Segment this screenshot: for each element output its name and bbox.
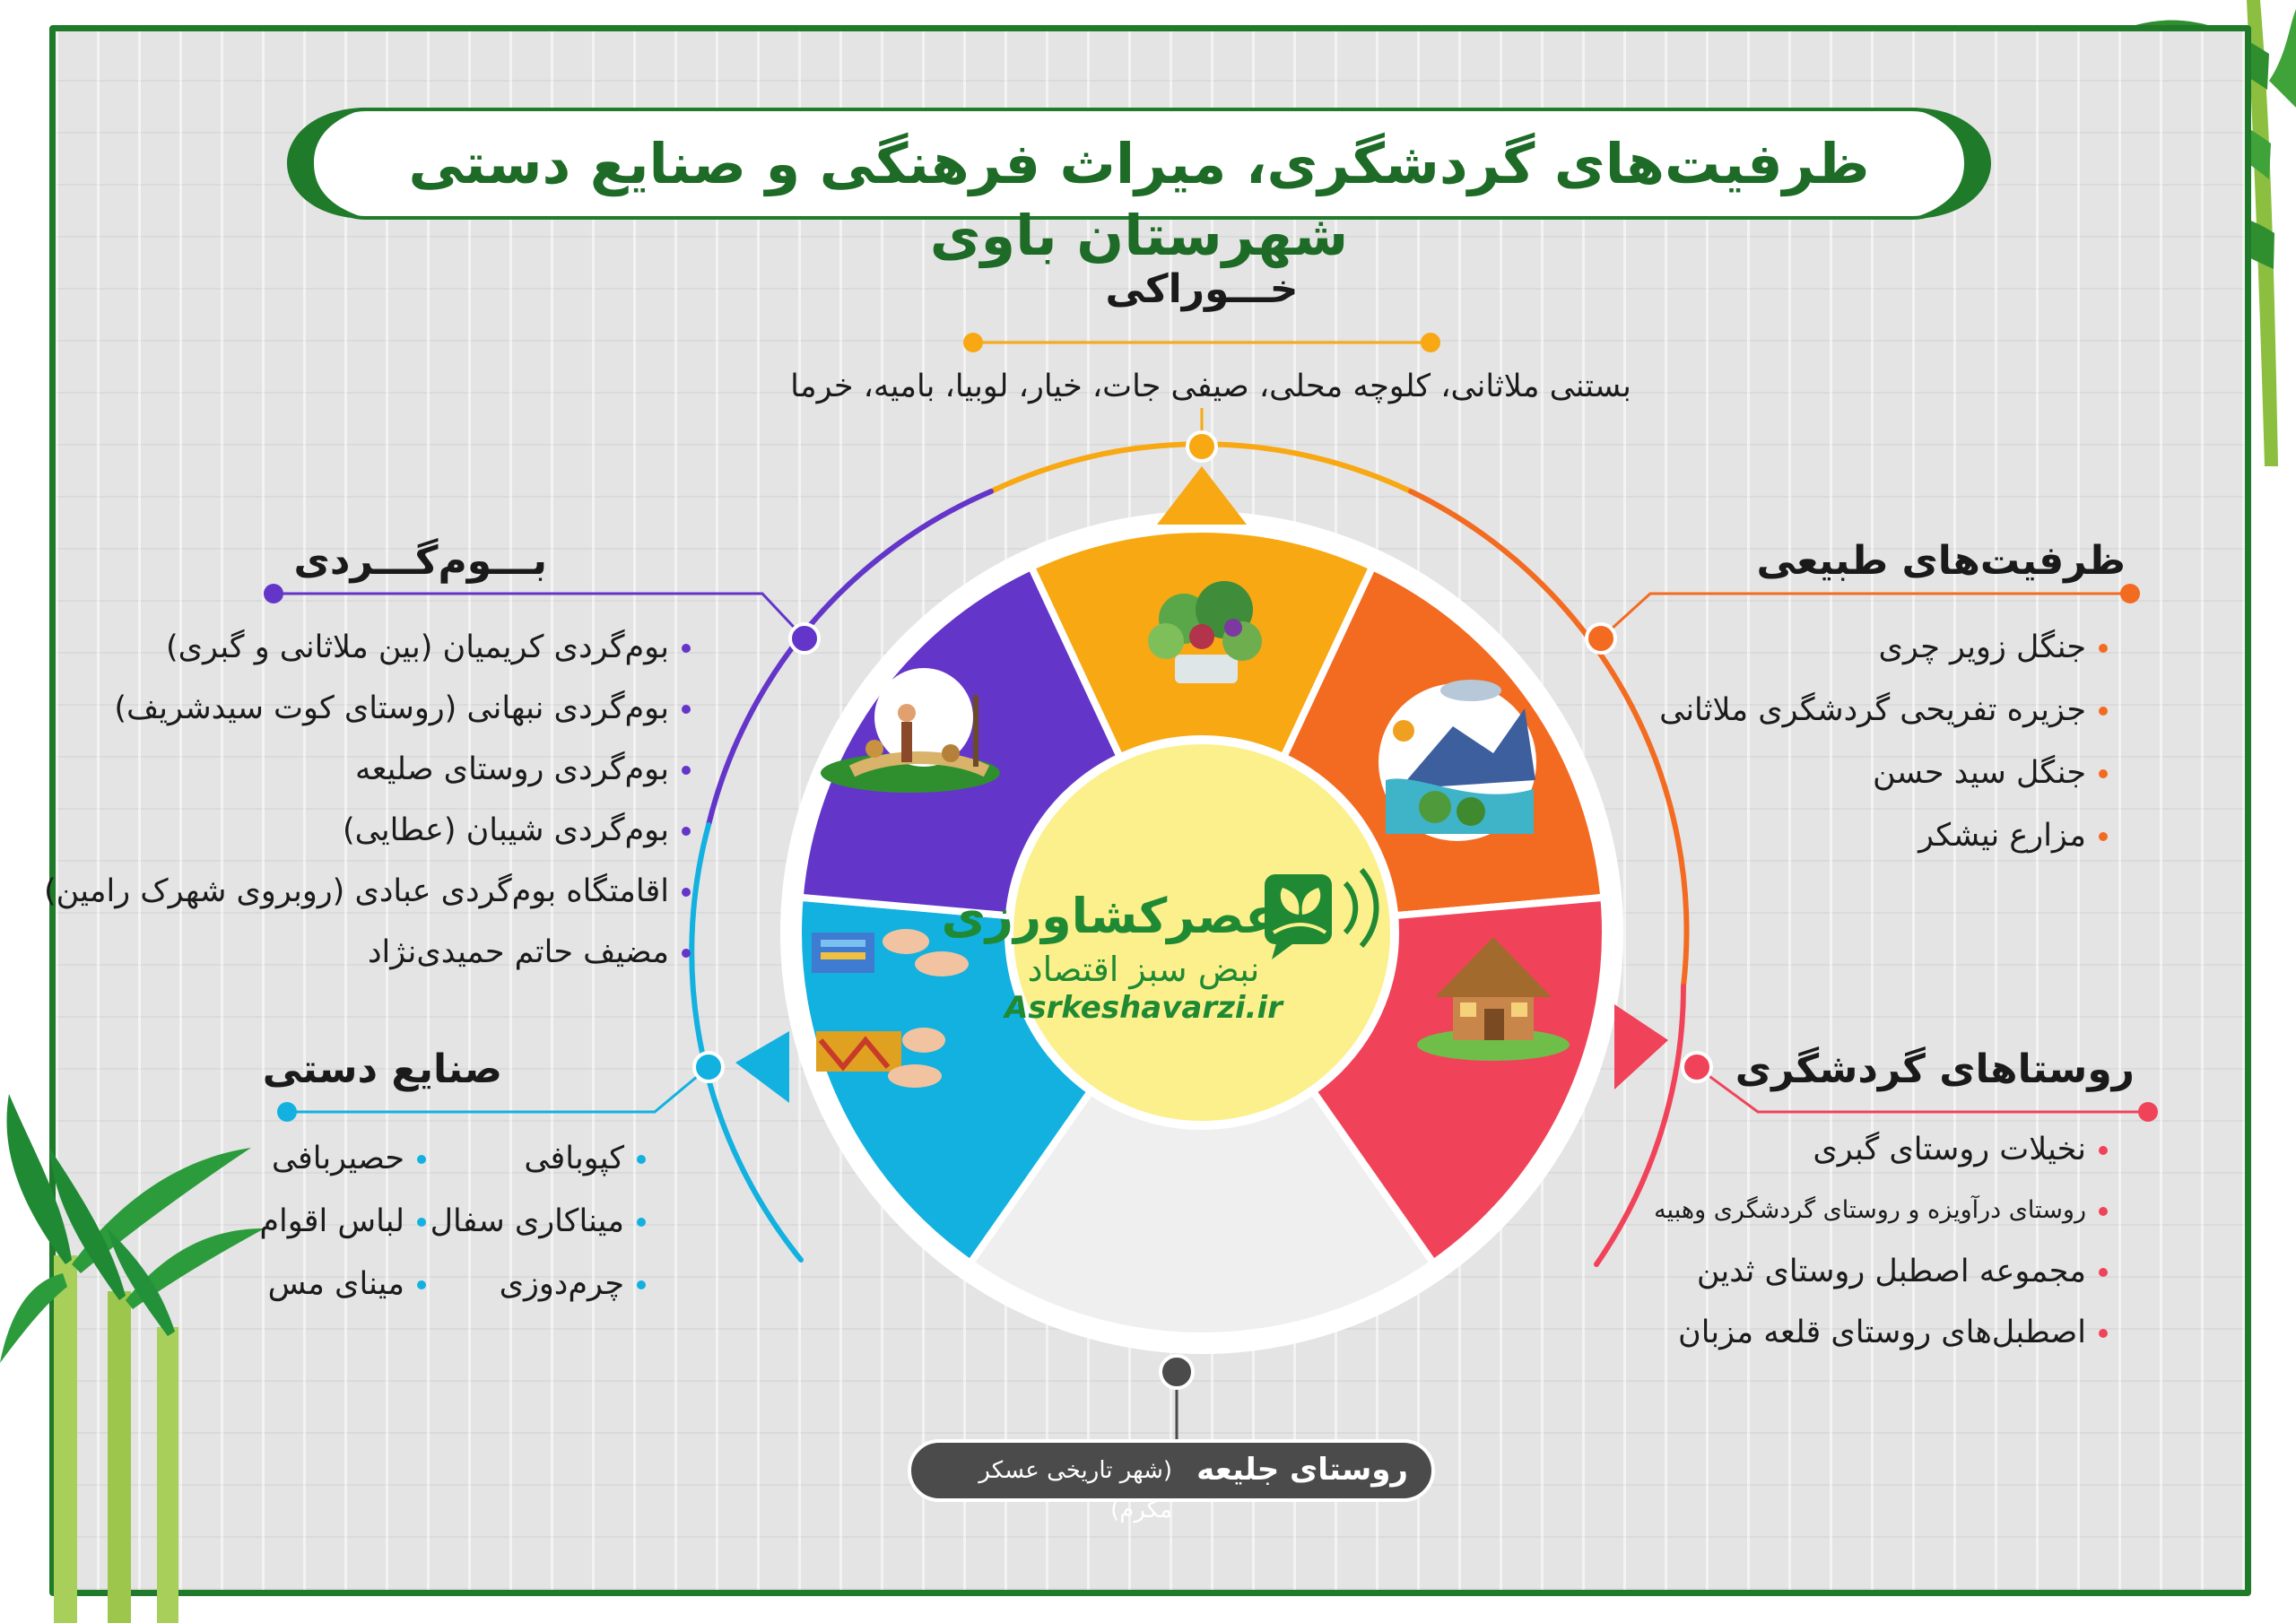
- bullet-icon: [417, 1218, 426, 1227]
- bullet-icon: [2099, 644, 2108, 653]
- dot-ecotourism-end: [264, 584, 283, 603]
- list-item: مضیف حاتم حمیدی‌نژاد: [81, 933, 691, 972]
- list-item: روستای درآویزه و روستای گردشگری وهبیه: [1525, 1191, 2108, 1230]
- dot-ecotourism-arc: [790, 624, 819, 653]
- list-item: جزیره تفریحی گردشگری ملاثانی: [1525, 690, 2108, 730]
- dot-nature-end: [2120, 584, 2140, 603]
- crafts-list-col2: [256, 1139, 426, 1304]
- list-item: لباس اقوام: [256, 1202, 426, 1241]
- bottom-label-sub: (شهر تاریخی عسکر مکرم): [978, 1457, 1172, 1523]
- list-item: بوم‌گردی کریمیان (بین ملاثانی و گبری): [81, 628, 691, 667]
- list-item: نخیلات روستای گبری: [1525, 1130, 2108, 1169]
- food-title: خـــوراکی: [1105, 266, 1299, 312]
- dot-food-top: [1187, 432, 1216, 461]
- bullet-icon: [682, 644, 691, 653]
- ecotourism-title: بـــوم‌گـــردی: [293, 538, 547, 584]
- bullet-icon: [682, 766, 691, 775]
- list-item: اقامتگاه بوم‌گردی عبادی (روبروی شهرک رامین): [81, 872, 691, 911]
- list-item: کپوبافی: [448, 1139, 646, 1178]
- list-item: حصیربافی: [256, 1139, 426, 1178]
- bullet-icon: [637, 1155, 646, 1164]
- bullet-icon: [417, 1280, 426, 1289]
- list-item: اصطبل‌های روستای قلعه مزبان: [1525, 1313, 2108, 1352]
- crafts-title: صنایع دستی: [262, 1046, 502, 1092]
- bottom-label-main: روستای جلیعه: [1196, 1452, 1408, 1488]
- villages-list: [1525, 1130, 2108, 1352]
- bullet-icon: [2099, 707, 2108, 716]
- crafts-pointer: [735, 1031, 789, 1103]
- bullet-icon: [637, 1218, 646, 1227]
- list-item: چرم‌دوزی: [448, 1264, 646, 1304]
- bullet-icon: [637, 1280, 646, 1289]
- bullet-icon: [682, 827, 691, 836]
- bullet-icon: [682, 705, 691, 714]
- nature-title: ظرفیت‌های طبیعی: [1756, 538, 2126, 584]
- logo-url: Asrkeshavarzi.ir: [1004, 990, 1283, 1026]
- bullet-icon: [417, 1155, 426, 1164]
- list-item: مجموعه اصطبل روستای ثدین: [1525, 1252, 2108, 1291]
- dot-food-left: [963, 333, 983, 352]
- list-item: جنگل سید حسن: [1525, 753, 2108, 793]
- bullet-icon: [2099, 769, 2108, 778]
- list-item: مینای مس: [256, 1264, 426, 1304]
- bullet-icon: [2099, 1207, 2108, 1216]
- logo-slogan: نبض سبز اقتصاد: [1027, 950, 1260, 989]
- list-item: بوم‌گردی شیبان (عطایی): [81, 811, 691, 850]
- dot-crafts-end: [277, 1102, 297, 1122]
- dot-food-right: [1421, 333, 1440, 352]
- list-item: مزارع نیشکر: [1525, 816, 2108, 855]
- dot-bottom: [1161, 1356, 1193, 1388]
- villages-title: روستاهای گردشگری: [1735, 1046, 2135, 1092]
- villages-pointer: [1614, 1004, 1668, 1089]
- list-item: بوم‌گردی نبهانی (روستای کوت سیدشریف): [81, 689, 691, 728]
- list-item: میناکاری سفال: [448, 1202, 646, 1241]
- bullet-icon: [682, 888, 691, 897]
- crafts-list-col1: [430, 1139, 646, 1304]
- bullet-icon: [2099, 1146, 2108, 1155]
- food-pointer: [1157, 466, 1247, 525]
- dot-villages-end: [2138, 1102, 2158, 1122]
- page-title: ظرفیت‌های گردشگری، میراث فرهنگی و صنایع دستی شهرستان باوی: [408, 131, 1870, 268]
- bullet-icon: [682, 949, 691, 958]
- list-item: جنگل زویر چری: [1525, 628, 2108, 667]
- list-item: بوم‌گردی روستای صلیعه: [81, 750, 691, 789]
- bullet-icon: [2099, 1329, 2108, 1338]
- logo-brand-name: عصرکشاورزی: [941, 888, 1278, 944]
- nature-list: [1525, 628, 2108, 855]
- bullet-icon: [2099, 1268, 2108, 1277]
- bullet-icon: [2099, 832, 2108, 841]
- food-items: بستنی ملاثانی، کلوچه محلی، صیفی جات، خیار، لوبیا، بامیه، خرما: [790, 369, 1631, 404]
- ecotourism-list: [43, 628, 691, 972]
- dot-crafts-arc: [694, 1053, 723, 1081]
